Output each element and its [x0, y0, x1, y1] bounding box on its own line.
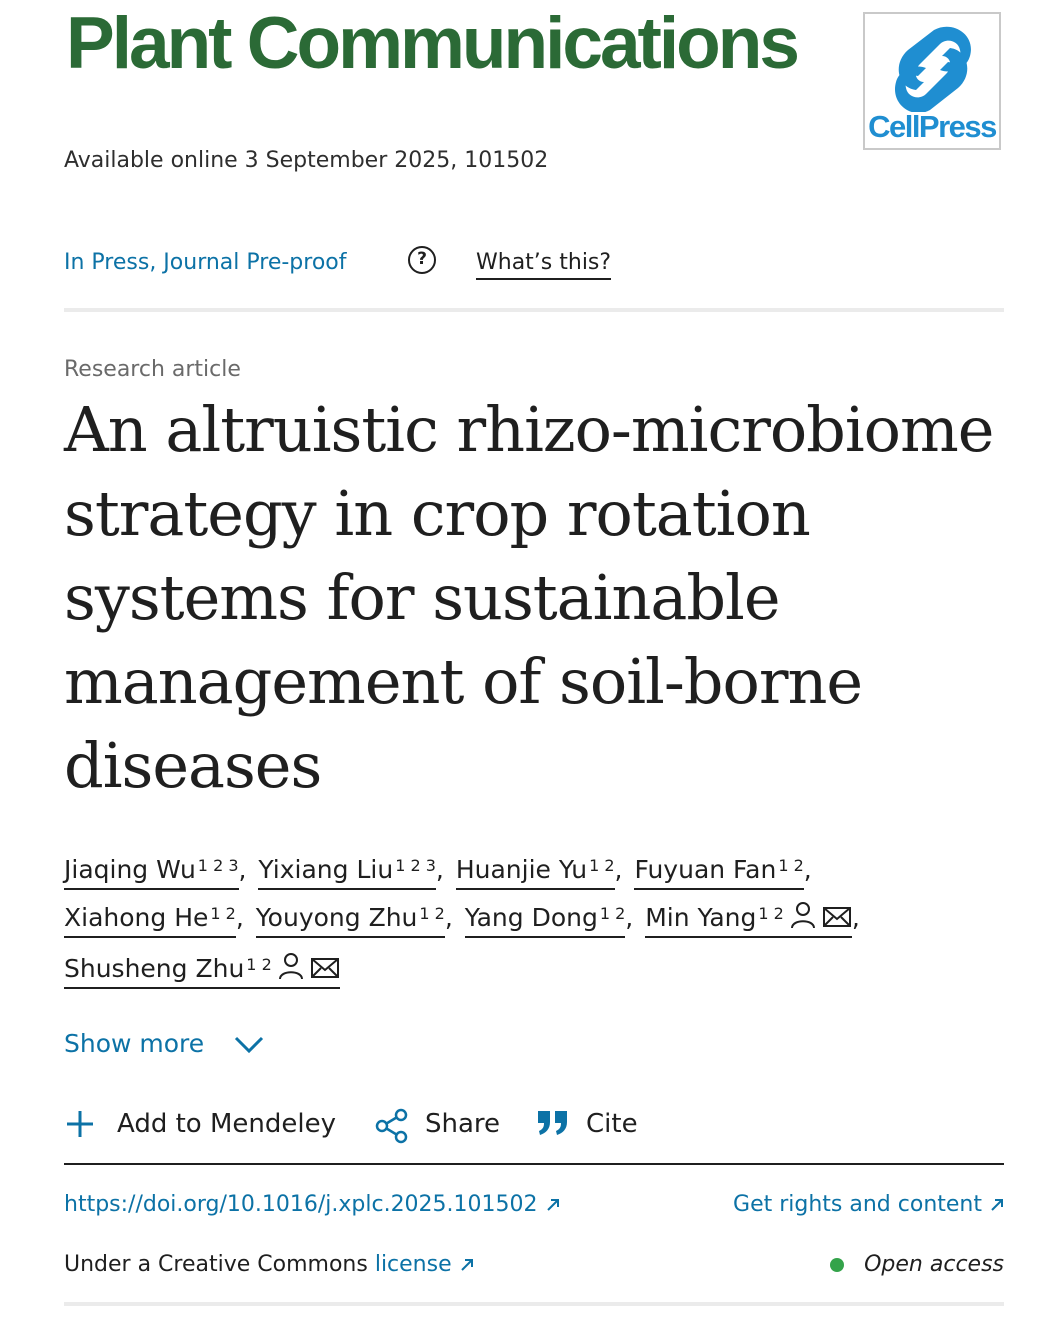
author-link[interactable] [64, 954, 340, 989]
divider [64, 1302, 1004, 1306]
external-link-icon [546, 1191, 560, 1221]
open-access-dot [830, 1258, 844, 1272]
author-link[interactable] [258, 855, 435, 890]
author-separator: , [614, 855, 623, 884]
author-affiliation: 1 2 [419, 904, 445, 923]
rights-text: Get rights and content [733, 1192, 982, 1217]
license-statement [64, 1250, 474, 1281]
author-link[interactable] [634, 855, 803, 890]
author-link[interactable] [256, 903, 445, 938]
person-icon [790, 897, 816, 945]
author-separator: , [851, 903, 860, 932]
author-separator: , [238, 855, 247, 884]
journal-title[interactable]: Plant Communications [66, 3, 797, 84]
share-label: Share [425, 1109, 501, 1139]
add-to-mendeley-label: Add to Mendeley [117, 1109, 336, 1139]
author-affiliation: 1 2 [246, 955, 272, 974]
author-name: Shusheng Zhu [64, 954, 245, 983]
author-affiliation: 1 2 3 [197, 856, 239, 875]
person-icon [278, 948, 304, 996]
author-link[interactable] [64, 903, 236, 938]
author-link[interactable] [465, 903, 626, 938]
show-more-label: Show more [64, 1029, 205, 1058]
article-title: An altruistic rhizo-microbiome strategy in crop rotation systems for sustainable management of soil-borne diseases [64, 393, 994, 802]
status-label: In Press, Journal Pre-proof [64, 250, 347, 275]
doi-link[interactable] [64, 1190, 560, 1221]
license-link-text: license [374, 1252, 452, 1277]
external-link-icon [990, 1191, 1004, 1221]
publisher-logo-text: CellPress [868, 109, 996, 144]
author-link[interactable] [64, 855, 239, 890]
cite-button[interactable] [536, 1104, 646, 1144]
author-affiliation: 1 2 3 [395, 856, 436, 875]
author-affiliation: 1 2 [778, 856, 804, 875]
author-affiliation: 1 2 [210, 904, 236, 923]
divider [64, 308, 1004, 312]
author-separator: , [435, 855, 444, 884]
divider [64, 1163, 1004, 1165]
cellpress-logo-icon [890, 24, 976, 112]
license-prefix: Under a Creative Commons [64, 1252, 375, 1277]
author-name: Youyong Zhu [255, 903, 418, 932]
author-name: Yang Dong [464, 903, 598, 932]
availability-date: Available online 3 September 2025, 101502 [64, 148, 549, 173]
license-link[interactable] [375, 1252, 474, 1277]
external-link-icon [460, 1251, 474, 1281]
envelope-icon [310, 948, 340, 996]
share-button[interactable] [374, 1104, 514, 1144]
author-affiliation: 1 2 [589, 856, 615, 875]
author-link[interactable] [456, 855, 615, 890]
quote-icon [536, 1108, 570, 1138]
author-name: Yixiang Liu [258, 855, 394, 884]
chevron-down-icon [234, 1036, 264, 1054]
publisher-logo[interactable] [863, 12, 1001, 150]
author-name: Jiaqing Wu [64, 855, 196, 884]
author-separator: , [803, 855, 812, 884]
author-list [64, 846, 1004, 996]
open-access-label: Open access [864, 1252, 1004, 1277]
author-separator: , [235, 903, 244, 932]
author-name: Min Yang [645, 903, 757, 932]
article-type: Research article [64, 357, 241, 382]
status-row [64, 245, 1004, 281]
cite-label: Cite [586, 1109, 638, 1139]
author-separator: , [444, 903, 453, 932]
author-name: Xiahong He [64, 903, 209, 932]
share-icon [374, 1108, 410, 1144]
author-affiliation: 1 2 [758, 904, 784, 923]
whats-this-link[interactable]: What’s this? [476, 248, 611, 280]
envelope-icon [822, 897, 852, 945]
author-separator: , [625, 903, 634, 932]
author-name: Fuyuan Fan [634, 855, 777, 884]
help-icon[interactable]: ? [408, 246, 436, 274]
plus-icon [64, 1108, 96, 1140]
doi-text: https://doi.org/10.1016/j.xplc.2025.101502 [64, 1192, 538, 1217]
rights-and-content-link[interactable] [733, 1190, 1004, 1221]
author-name: Huanjie Yu [455, 855, 588, 884]
show-more-button[interactable] [64, 1028, 204, 1060]
add-to-mendeley-button[interactable] [64, 1104, 354, 1144]
author-link[interactable] [645, 903, 852, 938]
author-affiliation: 1 2 [599, 904, 626, 923]
article-actions [64, 1104, 1004, 1144]
